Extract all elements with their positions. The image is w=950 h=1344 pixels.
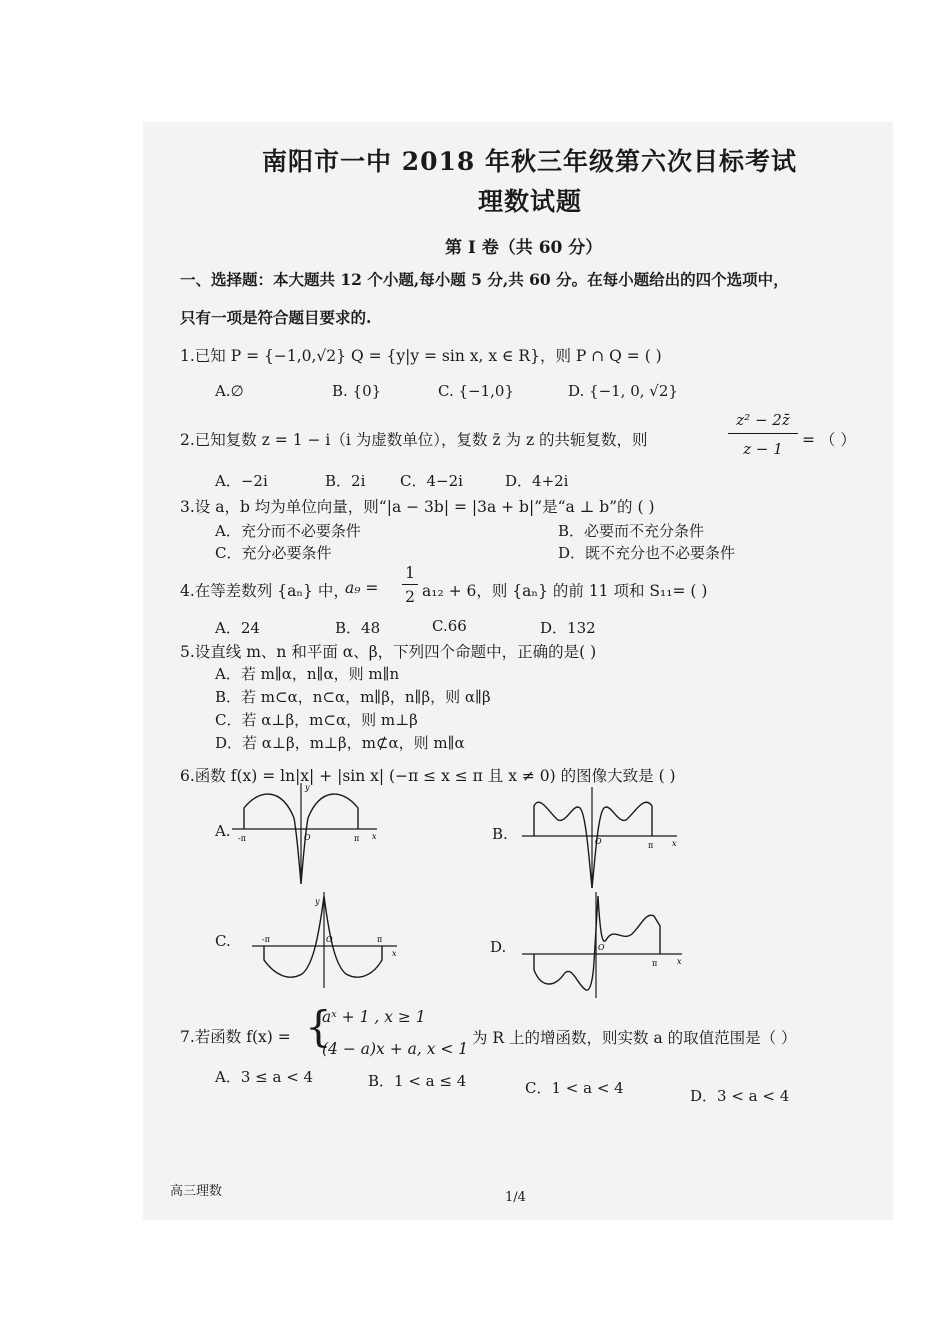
graph-a-x-label: x	[372, 832, 377, 841]
section-instruction-2: 只有一项是符合题目要求的.	[180, 308, 372, 327]
footer-subject: 高三理数	[170, 1184, 223, 1199]
q2-fraction-bar	[728, 433, 798, 434]
graph-option-c	[252, 890, 402, 994]
exam-title: 南阳市一中 2018 年秋三年级第六次目标考试	[262, 147, 797, 176]
q3-option-c: C．充分必要条件	[215, 544, 332, 562]
q3-option-d: D．既不充分也不必要条件	[558, 544, 736, 562]
q7-option-c: C．1 < a < 4	[525, 1079, 624, 1097]
q1-option-b: B. {0}	[332, 382, 382, 400]
q4-stem-tail: a₁₂ + 6，则 {aₙ} 的前 11 项和 S₁₁= ( )	[422, 582, 708, 600]
graph-a-pos-pi: π	[354, 834, 360, 843]
q1-option-c: C. {−1,0}	[438, 382, 514, 400]
q5-option-c: C．若 α⊥β，m⊂α，则 m⊥β	[215, 711, 418, 729]
graph-c-neg-pi: -π	[262, 935, 270, 944]
graph-a-neg-pi: -π	[238, 834, 246, 843]
exam-subtitle: 理数试题	[478, 187, 583, 216]
q7-brace: {	[305, 1002, 332, 1051]
question-1-stem: 1.已知 P = {−1,0,√2} Q = {y|y = sin x, x ∈ R}，则 P ∩ Q = ( )	[180, 347, 662, 365]
question-5-stem: 5.设直线 m、n 和平面 α、β，下列四个命题中，正确的是( )	[180, 643, 597, 661]
question-3-stem: 3.设 a，b 均为单位向量，则“|a − 3b| = |3a + b|”是“a ⊥ b”的 ( )	[180, 498, 655, 516]
q4-option-d: D．132	[540, 619, 596, 637]
graph-d-x-label: x	[677, 957, 682, 966]
section-instruction-1: 一、选择题：本大题共 12 个小题,每小题 5 分,共 60 分。在每小题给出的四个选项中，	[180, 270, 789, 289]
graph-option-d	[522, 890, 687, 1000]
q3-option-b: B．必要而不充分条件	[558, 522, 705, 540]
q3-option-a: A．充分而不必要条件	[215, 522, 361, 540]
q4-option-c: C.66	[432, 617, 467, 635]
q7-option-b: B．1 < a ≤ 4	[368, 1072, 467, 1090]
question-2-stem: 2.已知复数 z = 1 − i（i 为虚数单位），复数 z̄ 为 z 的共轭复数，则	[180, 431, 648, 449]
q7-option-a: A．3 ≤ a < 4	[215, 1068, 314, 1086]
graph-a-y-label: y	[305, 783, 310, 792]
q2-option-b: B．2i	[325, 472, 366, 490]
q2-option-c: C．4−2i	[400, 472, 463, 490]
graph-c-y-label: y	[315, 897, 320, 906]
q2-fraction-denominator: z − 1	[743, 440, 783, 458]
q4-frac-num: 1	[405, 564, 415, 582]
q7-option-d: D．3 < a < 4	[690, 1087, 790, 1105]
question-6-stem: 6.函数 f(x) = ln|x| + |sin x| (−π ≤ x ≤ π 且 x ≠ 0) 的图像大致是 ( )	[180, 767, 676, 785]
page-number: 1/4	[505, 1190, 526, 1205]
graph-b-pos-pi: π	[648, 841, 654, 850]
graph-b-x-label: x	[672, 839, 677, 848]
graph-c-curve	[264, 896, 382, 977]
q1-option-a: A.∅	[215, 382, 244, 400]
graph-option-a	[232, 780, 382, 886]
q2-option-a: A．−2i	[215, 472, 268, 490]
q2-option-d: D．4+2i	[505, 472, 569, 490]
q7-case-2: (4 − a)x + a, x < 1	[322, 1040, 469, 1058]
q4-option-b: B．48	[335, 619, 381, 637]
q2-tail: = （ ）	[802, 431, 856, 449]
q6-option-d: D.	[490, 938, 507, 956]
q1-option-d: D. {−1, 0, √2}	[568, 382, 678, 400]
q6-option-b: B.	[492, 825, 508, 843]
graph-b-origin: O	[595, 837, 602, 846]
q4-frac-den: 2	[405, 588, 415, 606]
q6-option-a: A.	[215, 822, 231, 840]
q5-option-b: B．若 m⊂α，n⊂α，m∥β，n∥β，则 α∥β	[215, 688, 491, 706]
graph-a-origin: O	[304, 833, 311, 842]
graph-d-origin: O	[598, 943, 605, 952]
q5-option-d: D．若 α⊥β，m⊥β，m⊄α，则 m∥α	[215, 734, 465, 752]
q2-fraction-numerator: z² − 2z̄	[736, 411, 790, 429]
q6-option-c: C.	[215, 932, 231, 950]
graph-option-b	[522, 784, 682, 890]
graph-c-x-label: x	[392, 949, 397, 958]
q4-frac-bar	[402, 584, 418, 585]
graph-c-origin: O	[326, 935, 333, 944]
question-4-stem: 4.在等差数列 {aₙ} 中，	[180, 582, 349, 600]
q7-stem-post: 为 R 上的增函数，则实数 a 的取值范围是（ ）	[472, 1029, 797, 1047]
q7-case-1: aˣ + 1 , x ≥ 1	[322, 1008, 426, 1026]
q5-option-a: A．若 m∥α，n∥α，则 m∥n	[215, 665, 400, 683]
q4-option-a: A．24	[215, 619, 260, 637]
volume-heading: 第 I 卷（共 60 分）	[445, 238, 603, 258]
graph-d-curve	[534, 896, 660, 990]
graph-d-pos-pi: π	[652, 959, 658, 968]
q7-stem-pre: 7.若函数 f(x) =	[180, 1028, 291, 1046]
graph-b-curve	[534, 802, 652, 888]
graph-c-pos-pi: π	[377, 935, 383, 944]
q4-a9: a₉ =	[345, 579, 379, 597]
